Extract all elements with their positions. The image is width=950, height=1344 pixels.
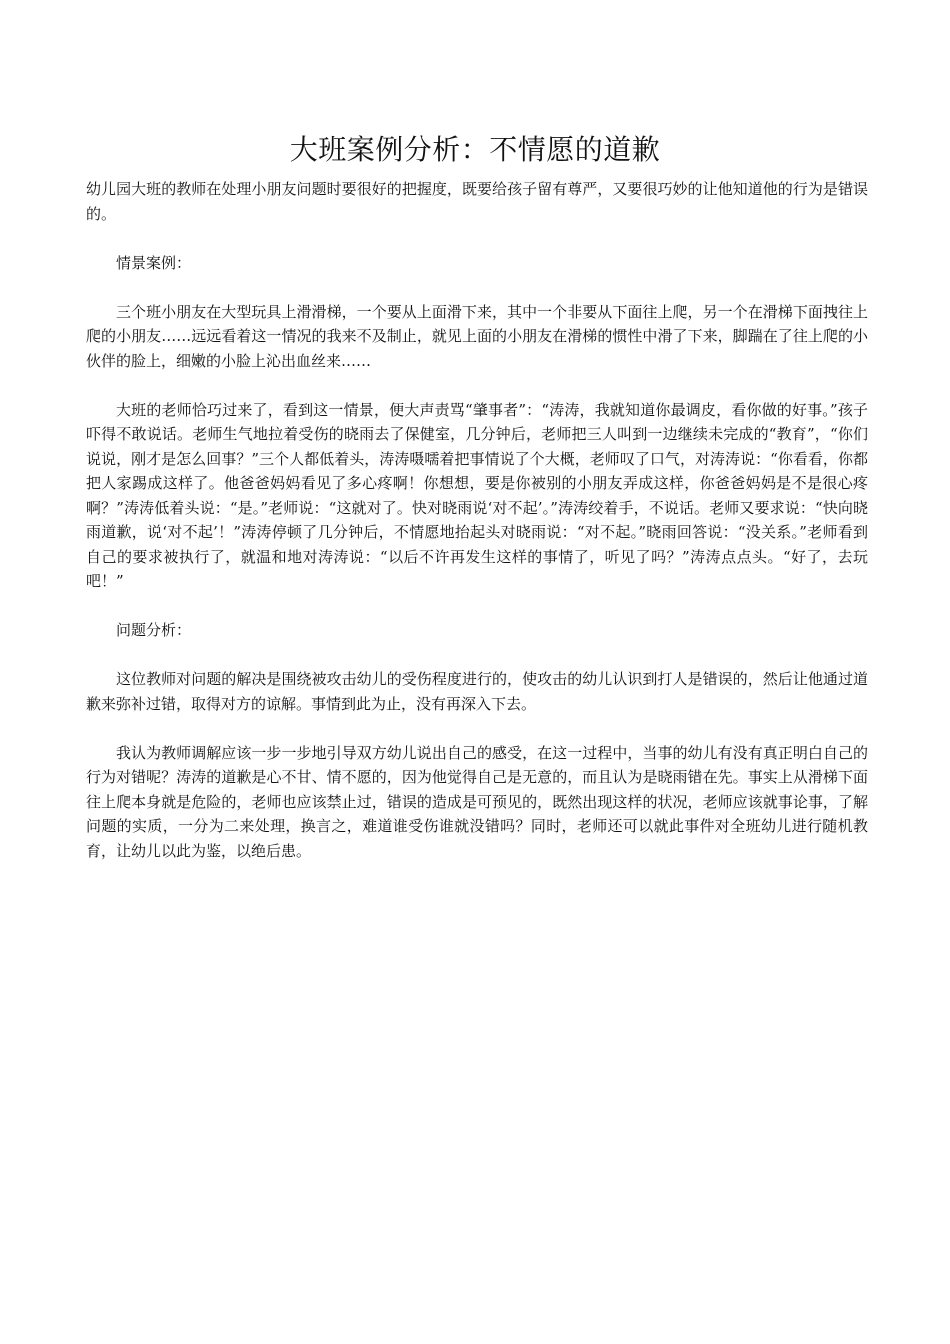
case-paragraph-2: 大班的老师恰巧过来了，看到这一情景，便大声责骂“肇事者”：“涛涛，我就知道你最调皮，看你做的好事。”孩子吓得不敢说话。老师生气地拉着受伤的晓雨去了保健室，几分钟后，老师把三人叫到一边继续未完成的“教育”，“你们说说，刚才是怎么回事？”三个人都低着头，涛涛嗫嚅着把事情说了个大概，老师叹了口气，对涛涛说：“你看看，你都把人家踢成这样了。他爸爸妈妈看见了多心疼啊！你想想，要是你被别的小朋友弄成这样，你爸爸妈妈是不是很心疼啊？”涛涛低着头说：“是。”老师说：“这就对了。快对晓雨说‘对不起’。”涛涛绞着手，不说话。老师又要求说：“快向晓雨道歉，说‘对不起’！”涛涛停顿了几分钟后，不情愿地抬起头对晓雨说：“对不起。”晓雨回答说：“没关系。”老师看到自己的要求被执行了，就温和地对涛涛说：“以后不许再发生这样的事情了，听见了吗？”涛涛点点头。“好了，去玩吧！” — [86, 400, 868, 590]
intro-paragraph: 幼儿园大班的教师在处理小朋友问题时要很好的把握度，既要给孩子留有尊严，又要很巧妙的让他知道他的行为是错误的。 — [86, 180, 868, 223]
document-title: 大班案例分析：不情愿的道歉 — [289, 133, 661, 166]
document-body — [86, 177, 868, 888]
section-heading-analysis: 问题分析： — [116, 621, 192, 639]
case-paragraph-1: 三个班小朋友在大型玩具上滑滑梯，一个要从上面滑下来，其中一个非要从下面往上爬，另一个在滑梯下面拽往上爬的小朋友……远远看着这一情况的我来不及制止，就见上面的小朋友在滑梯的惯性中滑了下来，脚踹在了往上爬的小伙伴的脸上，细嫩的小脸上沁出血丝来…… — [86, 302, 868, 370]
analysis-paragraph-1: 这位教师对问题的解决是围绕被攻击幼儿的受伤程度进行的，使攻击的幼儿认识到打人是错误的，然后让他通过道歉来弥补过错，取得对方的谅解。事情到此为止，没有再深入下去。 — [86, 670, 868, 713]
section-heading-case: 情景案例： — [116, 253, 192, 272]
analysis-paragraph-2: 我认为教师调解应该一步一步地引导双方幼儿说出自己的感受，在这一过程中，当事的幼儿有没有真正明白自己的行为对错呢？涛涛的道歉是心不甘、情不愿的，因为他觉得自己是无意的，而且认为是晓雨错在先。事实上从滑梯下面往上爬本身就是危险的，老师也应该禁止过，错误的造成是可预见的，既然出现这样的状况，老师应该就事论事，了解问题的实质，一分为二来处理，换言之，难道谁受伤谁就没错吗？同时，老师还可以就此事件对全班幼儿进行随机教育，让幼儿以此为鉴，以绝后患。 — [86, 743, 868, 860]
